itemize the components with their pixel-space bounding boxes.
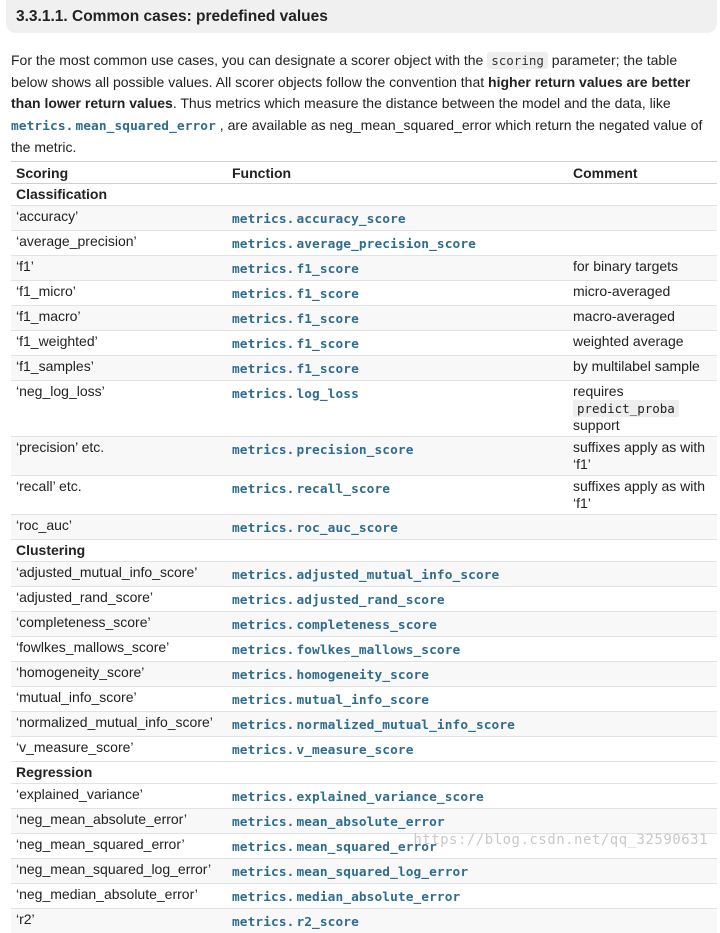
link-prefix: metrics.: [11, 119, 73, 134]
function-name: adjusted_mutual_info_score: [296, 568, 499, 583]
function-link[interactable]: [232, 865, 468, 880]
table-row: [11, 637, 717, 662]
function-cell: [227, 331, 568, 356]
scoring-cell: ‘f1_micro’: [11, 281, 227, 306]
function-prefix: metrics.: [232, 643, 294, 658]
table-row: [11, 712, 717, 737]
function-name: homogeneity_score: [296, 668, 429, 683]
function-link[interactable]: [232, 815, 445, 830]
function-link[interactable]: [232, 521, 398, 536]
comment-cell: [568, 884, 717, 909]
function-cell: [227, 712, 568, 737]
scoring-cell: ‘r2’: [11, 909, 227, 933]
comment-cell: [568, 687, 717, 712]
function-name: f1_score: [296, 262, 358, 277]
scoring-cell: ‘neg_mean_squared_error’: [11, 834, 227, 859]
function-cell: [227, 206, 568, 231]
table-row: [11, 784, 717, 809]
function-name: r2_score: [296, 915, 358, 930]
table-row: [11, 515, 717, 540]
function-cell: [227, 231, 568, 256]
table-row: [11, 687, 717, 712]
comment-cell: [568, 809, 717, 834]
function-prefix: metrics.: [232, 743, 294, 758]
scoring-table: [11, 161, 717, 933]
function-name: precision_score: [296, 443, 413, 458]
function-name: normalized_mutual_info_score: [296, 718, 515, 733]
function-cell: [227, 809, 568, 834]
scoring-cell: ‘average_precision’: [11, 231, 227, 256]
function-name: v_measure_score: [296, 743, 413, 758]
function-cell: [227, 687, 568, 712]
scoring-cell: ‘normalized_mutual_info_score’: [11, 712, 227, 737]
function-prefix: metrics.: [232, 521, 294, 536]
function-link[interactable]: [232, 593, 445, 608]
function-name: adjusted_rand_score: [296, 593, 444, 608]
function-cell: [227, 662, 568, 687]
scoring-cell: ‘precision’ etc.: [11, 437, 227, 476]
function-cell: [227, 381, 568, 437]
intro-bold-convention: higher return values are better than lower return values: [11, 74, 690, 112]
function-prefix: metrics.: [232, 915, 294, 930]
function-prefix: metrics.: [232, 593, 294, 608]
comment-cell: for binary targets: [568, 256, 717, 281]
function-cell: [227, 884, 568, 909]
function-prefix: metrics.: [232, 815, 294, 830]
intro-text-3: . Thus metrics which measure the distance between the model and the data, like: [173, 95, 671, 111]
comment-cell: by multilabel sample: [568, 356, 717, 381]
header-scoring: Scoring: [11, 162, 227, 184]
comment-cell: [568, 662, 717, 687]
function-cell: [227, 476, 568, 515]
function-prefix: metrics.: [232, 287, 294, 302]
intro-text-2: parameter; the table below shows all possible values. All scorer objects follow the convention that: [11, 52, 677, 90]
table-row: [11, 909, 717, 933]
section-heading: 3.3.1.1. Common cases: predefined values: [6, 0, 717, 33]
comment-cell: [568, 737, 717, 762]
function-cell: [227, 356, 568, 381]
comment-cell: [568, 381, 717, 437]
function-link[interactable]: [232, 237, 476, 252]
function-prefix: metrics.: [232, 262, 294, 277]
comment-cell: [568, 612, 717, 637]
function-link[interactable]: [232, 840, 437, 855]
table-row: [11, 737, 717, 762]
scoring-cell: ‘neg_median_absolute_error’: [11, 884, 227, 909]
comment-code: predict_proba: [573, 400, 679, 417]
scoring-cell: ‘f1_macro’: [11, 306, 227, 331]
function-link[interactable]: [232, 312, 359, 327]
function-link[interactable]: [232, 212, 406, 227]
table-row: [11, 612, 717, 637]
table-row: [11, 562, 717, 587]
function-link[interactable]: [232, 643, 460, 658]
scoring-cell: ‘mutual_info_score’: [11, 687, 227, 712]
section-row: [11, 184, 717, 206]
scoring-cell: ‘accuracy’: [11, 206, 227, 231]
scoring-cell: ‘f1_samples’: [11, 356, 227, 381]
comment-cell: [568, 784, 717, 809]
table-row: [11, 437, 717, 476]
table-row: [11, 809, 717, 834]
scoring-cell: ‘recall’ etc.: [11, 476, 227, 515]
function-name: completeness_score: [296, 618, 436, 633]
comment-cell: [568, 859, 717, 884]
table-row: [11, 206, 717, 231]
table-row: [11, 231, 717, 256]
comment-cell: [568, 562, 717, 587]
function-cell: [227, 909, 568, 933]
section-row: [11, 762, 717, 784]
function-name: f1_score: [296, 362, 358, 377]
scoring-cell: ‘neg_log_loss’: [11, 381, 227, 437]
function-link[interactable]: [232, 262, 359, 277]
header-function: Function: [227, 162, 568, 184]
scoring-cell: ‘v_measure_score’: [11, 737, 227, 762]
function-name: f1_score: [296, 312, 358, 327]
function-link[interactable]: [232, 337, 359, 352]
function-name: recall_score: [296, 482, 390, 497]
function-cell: [227, 281, 568, 306]
function-prefix: metrics.: [232, 790, 294, 805]
table-row: [11, 281, 717, 306]
function-name: mean_absolute_error: [296, 815, 444, 830]
function-prefix: metrics.: [232, 443, 294, 458]
function-name: mean_squared_error: [296, 840, 436, 855]
function-link[interactable]: [232, 693, 429, 708]
function-name: median_absolute_error: [296, 890, 460, 905]
scoring-cell: ‘explained_variance’: [11, 784, 227, 809]
function-link[interactable]: [232, 790, 484, 805]
comment-cell: [568, 206, 717, 231]
section-title: Clustering: [11, 540, 717, 562]
function-prefix: metrics.: [232, 865, 294, 880]
scoring-cell: ‘f1’: [11, 256, 227, 281]
function-cell: [227, 859, 568, 884]
comment-cell: [568, 587, 717, 612]
function-cell: [227, 637, 568, 662]
function-name: fowlkes_mallows_score: [296, 643, 460, 658]
function-cell: [227, 784, 568, 809]
table-row: [11, 476, 717, 515]
scoring-cell: ‘f1_weighted’: [11, 331, 227, 356]
function-prefix: metrics.: [232, 840, 294, 855]
function-link[interactable]: [232, 362, 359, 377]
function-cell: [227, 612, 568, 637]
function-prefix: metrics.: [232, 237, 294, 252]
comment-cell: [568, 909, 717, 933]
comment-cell: [568, 712, 717, 737]
function-cell: [227, 437, 568, 476]
function-name: average_precision_score: [296, 237, 476, 252]
table-body: [11, 184, 717, 933]
function-prefix: metrics.: [232, 312, 294, 327]
function-name: mean_squared_log_error: [296, 865, 468, 880]
function-prefix: metrics.: [232, 482, 294, 497]
scoring-cell: ‘neg_mean_absolute_error’: [11, 809, 227, 834]
function-name: f1_score: [296, 337, 358, 352]
table-row: [11, 884, 717, 909]
intro-text-4: , are available as neg_mean_squared_error which return the negated value of the metric.: [11, 117, 702, 156]
comment-cell: micro-averaged: [568, 281, 717, 306]
scoring-cell: ‘homogeneity_score’: [11, 662, 227, 687]
function-cell: [227, 587, 568, 612]
function-cell: [227, 737, 568, 762]
function-link[interactable]: [232, 915, 359, 930]
table-row: [11, 587, 717, 612]
comment-pre: requires: [573, 383, 712, 400]
function-prefix: metrics.: [232, 693, 294, 708]
function-cell: [227, 562, 568, 587]
function-link[interactable]: [232, 668, 429, 683]
link-name: mean_squared_error: [75, 119, 215, 134]
section-title: Classification: [11, 184, 717, 206]
function-cell: [227, 256, 568, 281]
function-name: log_loss: [296, 387, 358, 402]
scoring-cell: ‘neg_mean_squared_log_error’: [11, 859, 227, 884]
function-cell: [227, 515, 568, 540]
function-link[interactable]: [232, 568, 499, 583]
table-row: [11, 306, 717, 331]
function-prefix: metrics.: [232, 337, 294, 352]
function-prefix: metrics.: [232, 568, 294, 583]
function-prefix: metrics.: [232, 362, 294, 377]
function-name: roc_auc_score: [296, 521, 397, 536]
mean-squared-error-link[interactable]: [11, 119, 216, 134]
comment-cell: macro-averaged: [568, 306, 717, 331]
intro-text-1: For the most common use cases, you can designate a scorer object with the: [11, 52, 487, 68]
function-link[interactable]: [232, 287, 359, 302]
table-row: [11, 331, 717, 356]
intro-paragraph: [11, 50, 716, 159]
function-link[interactable]: [232, 890, 460, 905]
table-row: [11, 381, 717, 437]
function-prefix: metrics.: [232, 387, 294, 402]
function-link[interactable]: [232, 743, 414, 758]
function-cell: [227, 306, 568, 331]
comment-cell: weighted average: [568, 331, 717, 356]
function-prefix: metrics.: [232, 618, 294, 633]
comment-post: support: [573, 417, 712, 434]
scoring-cell: ‘adjusted_mutual_info_score’: [11, 562, 227, 587]
function-name: f1_score: [296, 287, 358, 302]
section-row: [11, 540, 717, 562]
table-row: [11, 256, 717, 281]
table-header-row: [11, 162, 717, 184]
header-comment: Comment: [568, 162, 717, 184]
function-name: accuracy_score: [296, 212, 405, 227]
comment-cell: [568, 231, 717, 256]
function-prefix: metrics.: [232, 212, 294, 227]
comment-cell: suffixes apply as with ‘f1’: [568, 476, 717, 515]
section-title: Regression: [11, 762, 717, 784]
table-row: [11, 859, 717, 884]
function-link[interactable]: [232, 618, 437, 633]
comment-cell: [568, 637, 717, 662]
function-prefix: metrics.: [232, 668, 294, 683]
function-name: mutual_info_score: [296, 693, 429, 708]
watermark-text: https://blog.csdn.net/qq_32590631: [413, 832, 708, 848]
function-link[interactable]: [232, 482, 390, 497]
scoring-cell: ‘fowlkes_mallows_score’: [11, 637, 227, 662]
scoring-cell: ‘adjusted_rand_score’: [11, 587, 227, 612]
scoring-cell: ‘completeness_score’: [11, 612, 227, 637]
function-link[interactable]: [232, 443, 414, 458]
function-prefix: metrics.: [232, 890, 294, 905]
table-row: [11, 356, 717, 381]
scoring-cell: ‘roc_auc’: [11, 515, 227, 540]
comment-cell: suffixes apply as with ‘f1’: [568, 437, 717, 476]
scoring-param-code: scoring: [487, 52, 548, 69]
table-row: [11, 662, 717, 687]
function-name: explained_variance_score: [296, 790, 483, 805]
function-link[interactable]: [232, 718, 515, 733]
function-link[interactable]: [232, 387, 359, 402]
comment-cell: [568, 515, 717, 540]
function-prefix: metrics.: [232, 718, 294, 733]
